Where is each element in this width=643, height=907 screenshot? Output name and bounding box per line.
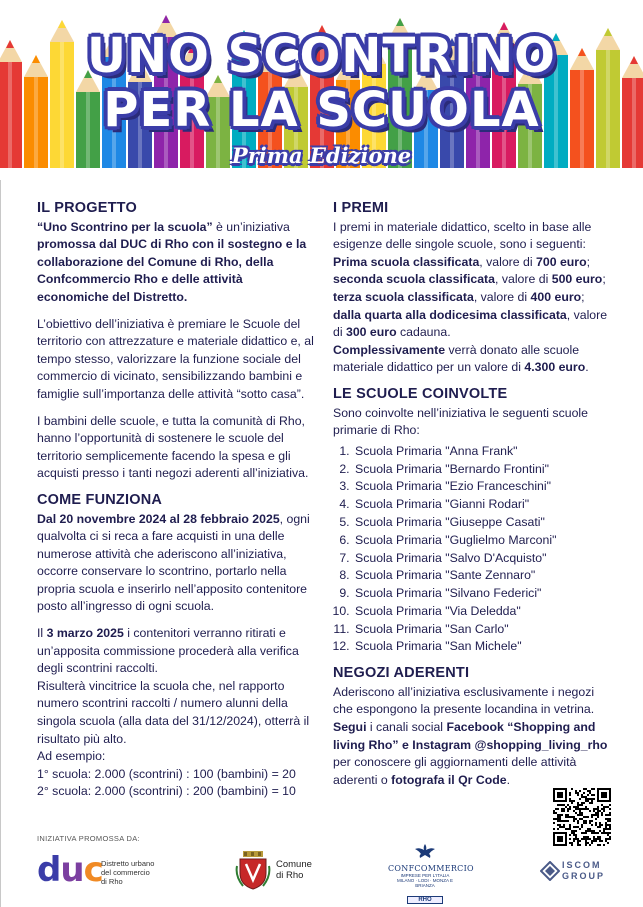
premi-second-end: ; (602, 272, 606, 287)
scuole-intro: Sono coinvolte nell’iniziativa le seguenti scuole primarie di Rho: (333, 405, 588, 438)
heading-scuole: LE SCUOLE COINVOLTE (333, 385, 508, 402)
negozi-social-rest: per conoscere gli aggiornamenti delle attività aderenti o (333, 755, 577, 787)
confcommercio-branch: RHO (407, 896, 442, 904)
premi-total-text: verrà donato alle scuole materiale didattico per un valore di (333, 342, 580, 375)
subtitle-edition: Prima Edizione (231, 143, 412, 168)
funziona-collection (37, 625, 315, 678)
premi-fourth-end: cadauna. (396, 325, 451, 340)
coat-of-arms-icon (235, 850, 271, 890)
premi-total (333, 342, 613, 377)
school-item: 12. Scuola Primaria "San Michele" (353, 638, 613, 656)
premi-intro: I premi in materiale didattico, scelto in base alle esigenze delle singole scuole, sono i seguenti: (333, 219, 592, 252)
progetto-community: I bambini delle scuole, e tutta la comunità di Rho, hanno l’opportunità di sostenere le scuole del territorio semplicemente facendo la spesa e gli acquisti presso i tanti negozi aderenti all’iniziativa. (37, 413, 309, 481)
title-line-1: UNO SCONTRINO (87, 28, 556, 84)
premi-first-value: 700 euro (536, 254, 587, 269)
school-item: 11. Scuola Primaria "San Carlo" (353, 621, 613, 639)
duc-wordmark: duc (37, 850, 103, 890)
school-item: 10. Scuola Primaria "Via Deledda" (353, 603, 613, 621)
iscom-name (562, 860, 614, 882)
heading-progetto: IL PROGETTO (37, 200, 137, 216)
negozi-social (333, 719, 613, 789)
progetto-objective: L’obiettivo dell’iniziativa è premiare le Scuole del territorio con attrezzature e materiale didattico e, al tempo stesso, valorizzare la funzione sociale del commercio di vicinato, sensibilizzando bambini e famiglie sull’importanza delle attività “sotto casa”. (37, 316, 314, 401)
negozi-follow: Segui (333, 720, 367, 735)
funziona-collection-pre: Il (37, 626, 47, 641)
negozi-and: e (398, 737, 413, 752)
left-column (37, 200, 315, 803)
school-item: 2. Scuola Primaria "Bernardo Frontini" (353, 461, 613, 479)
poster-header (0, 0, 643, 180)
section-negozi (333, 665, 613, 789)
premi-total-end: . (585, 360, 589, 375)
funziona-dates (37, 511, 315, 617)
school-item: 9. Scuola Primaria "Silvano Federici" (353, 585, 613, 603)
iscom-group-logo (540, 858, 612, 888)
funziona-example-1: 1° scuola: 2.000 (scontrini) : 100 (bambini) = 20 (37, 766, 296, 781)
premi-fourth-value: 300 euro (346, 325, 397, 340)
page-edge (0, 180, 1, 907)
duc-sub-2: del commercio (101, 868, 150, 877)
negozi-intro: Aderiscono all’iniziativa esclusivamente i negozi che espongono la presente locandina in vetrina. (333, 684, 595, 717)
facebook-handle: Facebook “Shopping and living Rho” (333, 720, 596, 752)
funziona-collection-date: 3 marzo 2025 (46, 626, 124, 641)
negozi-social-end: . (506, 772, 511, 787)
duc-subtitle (101, 859, 171, 886)
premi-third-value: 400 euro (530, 289, 582, 304)
school-item: 1. Scuola Primaria "Anna Frank" (353, 443, 613, 461)
right-column (333, 200, 613, 791)
section-progetto (37, 200, 315, 483)
qr-instruction: fotografa il Qr Code (391, 772, 507, 787)
iscom-line-1: ISCOM (562, 860, 602, 870)
heading-negozi: NEGOZI ADERENTI (333, 665, 470, 682)
comune-line-2: di Rho (276, 870, 304, 881)
comune-rho-logo (235, 850, 315, 890)
funziona-dates-bold: Dal 20 novembre 2024 al 28 febbraio 2025 (37, 511, 280, 526)
premi-second-label: seconda scuola classificata (333, 272, 495, 287)
school-item: 4. Scuola Primaria "Gianni Rodari" (353, 496, 613, 514)
comune-line-1: Comune (276, 859, 312, 870)
qr-code[interactable] (553, 788, 611, 846)
duc-logo (37, 850, 167, 890)
premi-total-value: 4.300 euro (524, 360, 586, 375)
premi-first-label: Prima scuola classificata (333, 254, 480, 269)
premi-fourth-label: dalla quarta alla dodicesima classificata (333, 307, 567, 322)
heading-funziona: COME FUNZIONA (37, 491, 163, 508)
negozi-social-text: i canali social (366, 720, 447, 735)
premi-first-end: ; (586, 254, 591, 269)
promoted-by-label: INIZIATIVA PROMOSSA DA: (37, 834, 140, 843)
section-funziona (37, 492, 315, 801)
iscom-mark-icon (540, 861, 560, 881)
comune-name (276, 859, 326, 881)
premi-third-label: terza scuola classificata (333, 289, 474, 304)
confcommercio-tagline: IMPRESE PER L'ITALIA (400, 873, 450, 878)
iscom-line-2: GROUP (562, 871, 606, 881)
premi-second-text: , valore di (495, 272, 552, 287)
premi-first-text: , valore di (479, 254, 537, 269)
premi-third-text: , valore di (473, 289, 531, 304)
instagram-handle: Instagram @shopping_living_rho (412, 737, 608, 752)
title-line-2: PER LA SCUOLA (103, 82, 540, 138)
funziona-winner: Risulterà vincitrice la scuola che, nel rapporto numero scontrini raccolti / numero alunni della singola scuola (alla data del 31/12/2024), otterrà il risultato più alto. (37, 678, 310, 746)
premi-third-end: ; (581, 289, 585, 304)
school-item: 5. Scuola Primaria "Giuseppe Casati" (353, 514, 613, 532)
school-item: 8. Scuola Primaria "Sante Zennaro" (353, 567, 613, 585)
school-item: 7. Scuola Primaria "Salvo D'Acquisto" (353, 550, 613, 568)
school-item: 3. Scuola Primaria "Ezio Franceschini" (353, 478, 613, 496)
premi-list (333, 254, 613, 342)
premi-total-label: Complessivamente (333, 342, 446, 357)
duc-sub-3: di Rho (101, 877, 123, 886)
premi-fourth-text: , valore di (333, 307, 608, 340)
funziona-example-label: Ad esempio: (37, 749, 106, 764)
section-premi (333, 200, 613, 377)
school-list (333, 443, 613, 657)
progetto-intro (37, 219, 315, 307)
progetto-intro-bold-1: “Uno Scontrino per la scuola” (37, 219, 213, 234)
duc-sub-1: Distretto urbano (101, 859, 155, 868)
funziona-dates-text: , ogni qualvolta ci si reca a fare acquisti in una delle numerose attività che aderiscono all’iniziativa, occorre conservare lo scontrino, portarlo nella propria scuola e inserirlo nell’apposito contenitore posto all’ingresso di ogni scuola. (37, 511, 310, 614)
funziona-example-2: 2° scuola: 2.000 (scontrini) : 200 (bambini) = 10 (37, 784, 296, 799)
confcommercio-logo (388, 843, 474, 903)
progetto-intro-text: è un’iniziativa (212, 219, 290, 234)
eagle-icon (414, 843, 436, 859)
confcommercio-name: CONFCOMMERCIO (388, 864, 474, 873)
funziona-collection-text: i contenitori verranno ritirati e un’apposita commissione procederà alla verifica degli scontrini raccolti. (37, 626, 299, 676)
confcommercio-area: MILANO · LODI · MONZA E BRIANZA (396, 878, 453, 888)
premi-second-value: 500 euro (551, 272, 603, 287)
heading-premi: I PREMI (333, 200, 389, 216)
progetto-intro-bold-2: promossa dal DUC di Rho con il sostegno e la collaborazione del Comune di Rho, della Confcommercio Rho e delle attività economiche del Distretto. (37, 237, 307, 304)
section-scuole (333, 386, 613, 656)
school-item: 6. Scuola Primaria "Guglielmo Marconi" (353, 532, 613, 550)
